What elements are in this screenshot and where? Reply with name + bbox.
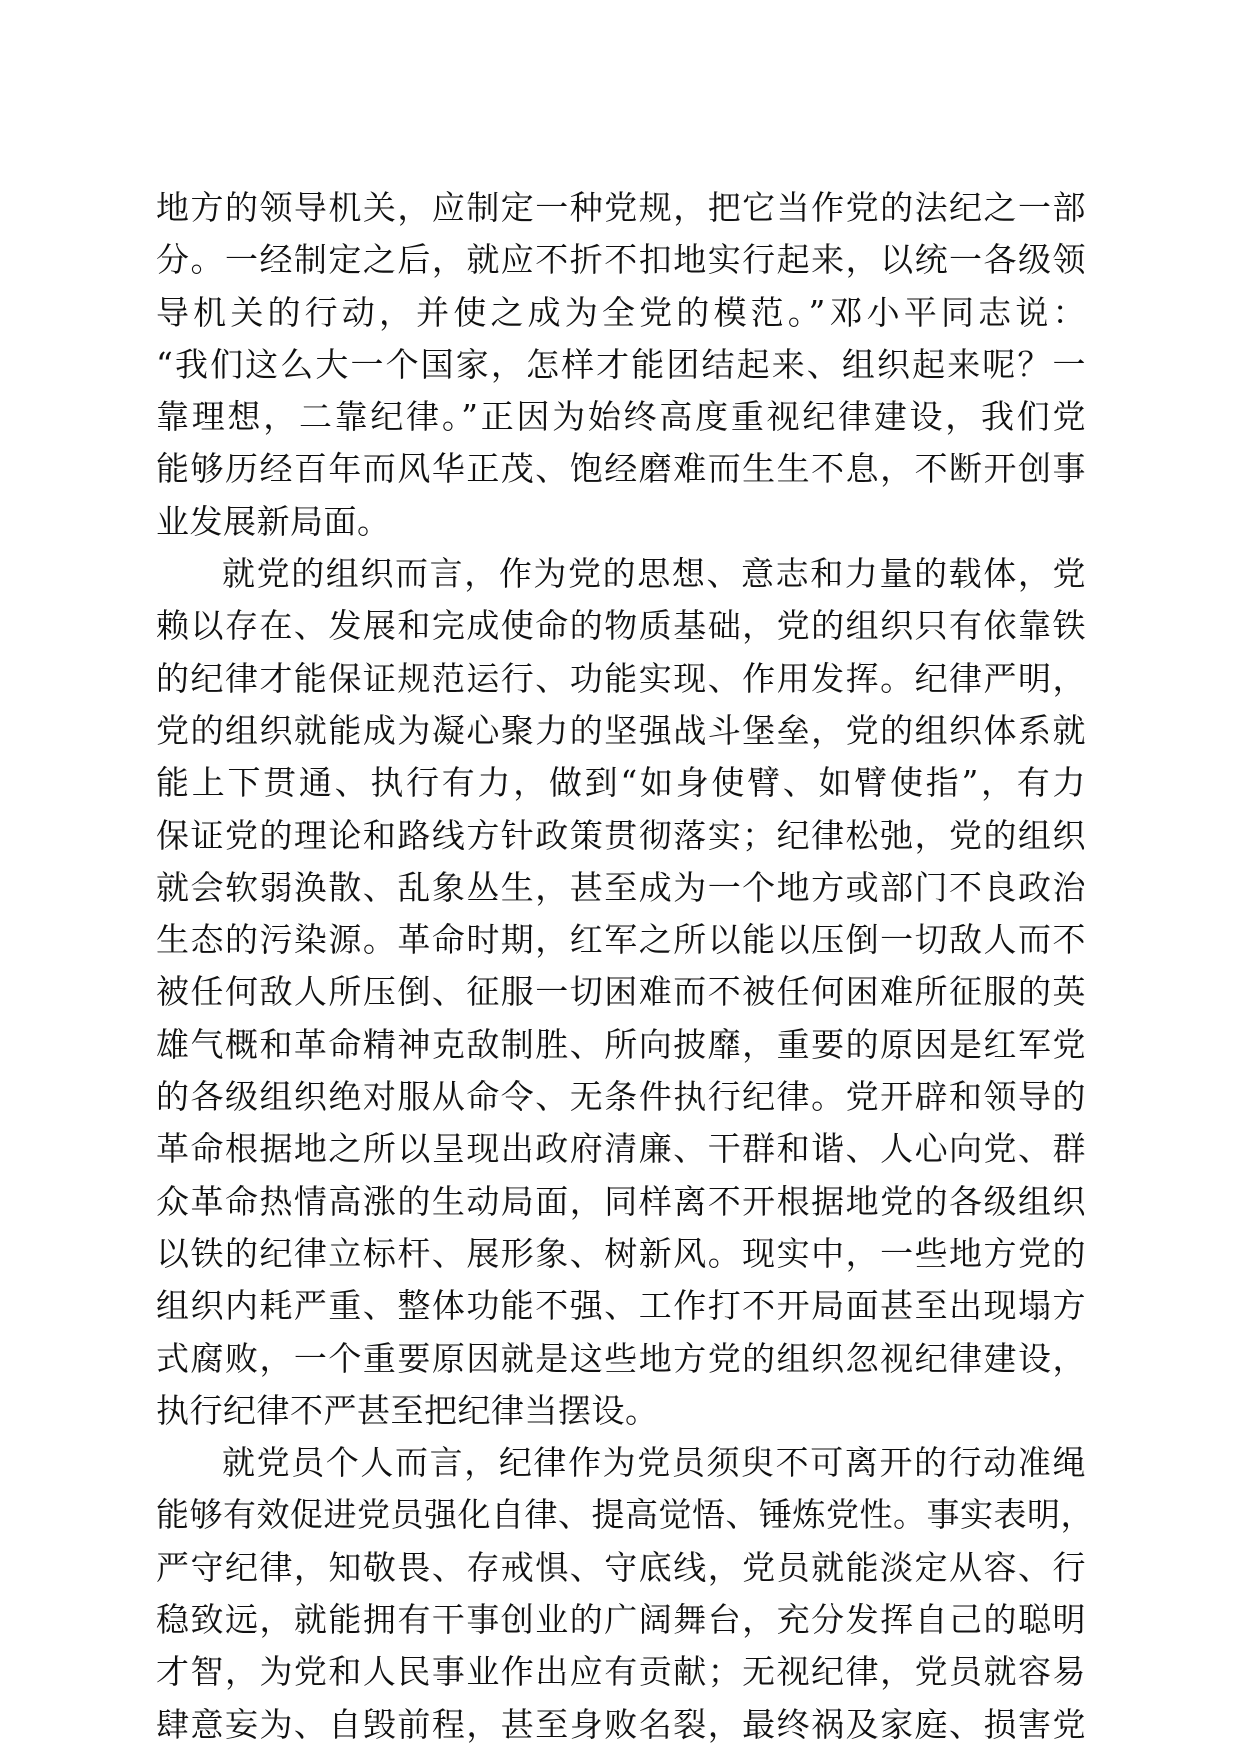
- text-line: 分。一经制定之后，就应不折不扣地实行起来，以统一各级领: [156, 240, 1086, 280]
- text-line: 组织内耗严重、整体功能不强、工作打不开局面甚至出现塌方: [156, 1286, 1086, 1326]
- text-line: 生态的污染源。革命时期，红军之所以能以压倒一切敌人而不: [156, 920, 1086, 960]
- text-line: 雄气概和革命精神克敌制胜、所向披靡，重要的原因是红军党: [156, 1024, 1086, 1064]
- text-line: 众革命热情高涨的生动局面，同样离不开根据地党的各级组织: [156, 1181, 1086, 1221]
- text-line: 能够有效促进党员强化自律、提高觉悟、锤炼党性。事实表明，: [156, 1495, 1094, 1535]
- text-line: 严守纪律，知敬畏、存戒惧、守底线，党员就能淡定从容、行: [156, 1547, 1086, 1587]
- text-line: 保证党的理论和路线方针政策贯彻落实；纪律松弛，党的组织: [156, 815, 1086, 855]
- text-line: 赖以存在、发展和完成使命的物质基础，党的组织只有依靠铁: [156, 606, 1086, 646]
- text-line: 革命根据地之所以呈现出政府清廉、干群和谐、人心向党、群: [156, 1129, 1086, 1169]
- text-line: 执行纪律不严甚至把纪律当摆设。: [156, 1390, 659, 1430]
- paragraph: [156, 182, 1086, 548]
- text-line: 就党的组织而言，作为党的思想、意志和力量的载体，党: [222, 554, 1086, 594]
- text-line: 稳致远，就能拥有干事创业的广阔舞台，充分发挥自己的聪明: [156, 1600, 1086, 1640]
- text-line: 导机关的行动，并使之成为全党的模范。”邓小平同志说：: [156, 292, 1086, 332]
- text-line: 的各级组织绝对服从命令、无条件执行纪律。党开辟和领导的: [156, 1077, 1086, 1117]
- body-text: [156, 182, 1094, 1751]
- text-line: 就党员个人而言，纪律作为党员须臾不可离开的行动准绳: [222, 1443, 1086, 1483]
- paragraph: [156, 1437, 1094, 1751]
- text-line: 肆意妄为、自毁前程，甚至身败名裂，最终祸及家庭、损害党: [156, 1704, 1086, 1744]
- paragraph: [156, 548, 1086, 1437]
- text-line: 就会软弱涣散、乱象丛生，甚至成为一个地方或部门不良政治: [156, 867, 1086, 907]
- text-line: 才智，为党和人民事业作出应有贡献；无视纪律，党员就容易: [156, 1652, 1086, 1692]
- text-line: 业发展新局面。: [156, 501, 391, 541]
- text-line: 式腐败，一个重要原因就是这些地方党的组织忽视纪律建设，: [156, 1338, 1086, 1378]
- text-line: “我们这么大一个国家，怎样才能团结起来、组织起来呢？一: [156, 344, 1086, 384]
- text-line: 的纪律才能保证规范运行、功能实现、作用发挥。纪律严明，: [156, 658, 1086, 698]
- text-line: 地方的领导机关，应制定一种党规，把它当作党的法纪之一部: [156, 188, 1086, 227]
- text-line: 靠理想，二靠纪律。”正因为始终高度重视纪律建设，我们党: [156, 397, 1086, 437]
- text-line: 能上下贯通、执行有力，做到“如身使臂、如臂使指”，有力: [156, 763, 1086, 803]
- text-line: 以铁的纪律立标杆、展形象、树新风。现实中，一些地方党的: [156, 1233, 1086, 1273]
- text-line: 能够历经百年而风华正茂、饱经磨难而生生不息，不断开创事: [156, 449, 1086, 489]
- text-line: 被任何敌人所压倒、征服一切困难而不被任何困难所征服的英: [156, 972, 1086, 1012]
- text-line: 党的组织就能成为凝心聚力的坚强战斗堡垒，党的组织体系就: [156, 710, 1086, 750]
